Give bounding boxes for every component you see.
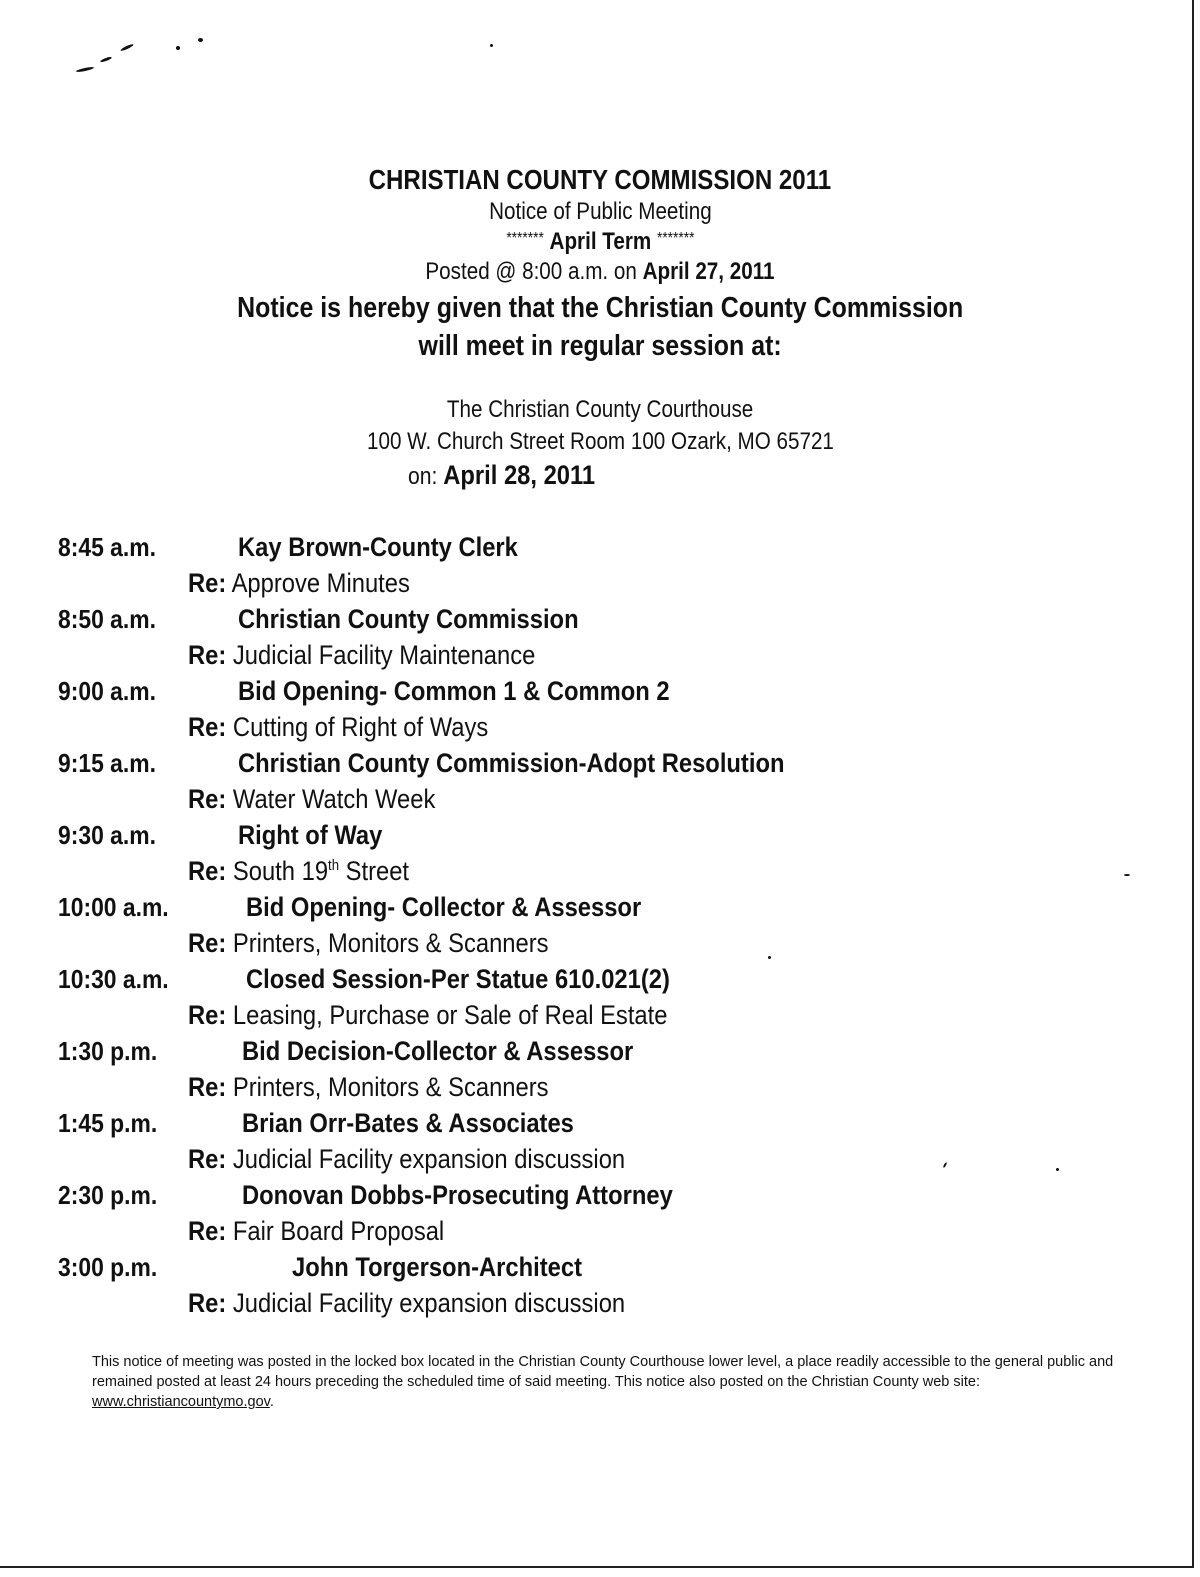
location-line-1: The Christian County Courthouse bbox=[446, 396, 754, 423]
agenda-item bbox=[0, 676, 1200, 748]
agenda-re: Re: Judicial Facility Maintenance bbox=[188, 640, 536, 670]
scan-speck bbox=[176, 46, 180, 50]
agenda-re: Re: Judicial Facility expansion discussion bbox=[188, 1144, 626, 1174]
posting-notice-end: . bbox=[269, 1394, 274, 1410]
agenda-time: 9:15 a.m. bbox=[58, 748, 156, 778]
agenda-speaker: Bid Opening- Collector & Assessor bbox=[246, 892, 642, 922]
agenda-time: 3:00 p.m. bbox=[58, 1252, 158, 1282]
posted-line bbox=[0, 258, 1200, 286]
agenda-time: 10:00 a.m. bbox=[58, 892, 169, 922]
stars-right: ******* bbox=[656, 230, 695, 247]
agenda-speaker: Bid Opening- Common 1 & Common 2 bbox=[238, 676, 670, 706]
location-line-2: 100 W. Church Street Room 100 Ozark, MO 65721 bbox=[366, 428, 834, 455]
agenda-speaker: Donovan Dobbs-Prosecuting Attorney bbox=[242, 1180, 673, 1210]
agenda-list bbox=[0, 532, 1200, 1324]
scan-speck bbox=[100, 56, 112, 63]
agenda-item bbox=[0, 1252, 1200, 1324]
agenda-item bbox=[0, 820, 1200, 892]
agenda-speaker: Brian Orr-Bates & Associates bbox=[242, 1108, 574, 1138]
scan-speck bbox=[120, 43, 134, 52]
agenda-time: 9:30 a.m. bbox=[58, 820, 156, 850]
agenda-item bbox=[0, 1036, 1200, 1108]
agenda-speaker: John Torgerson-Architect bbox=[292, 1252, 582, 1282]
agenda-re: Re: Printers, Monitors & Scanners bbox=[188, 1072, 549, 1102]
agenda-time: 1:30 p.m. bbox=[58, 1036, 158, 1066]
agenda-time: 10:30 a.m. bbox=[58, 964, 169, 994]
agenda-item bbox=[0, 964, 1200, 1036]
on-label: on: bbox=[408, 463, 438, 490]
meeting-date-line bbox=[408, 460, 621, 491]
agenda-speaker: Kay Brown-County Clerk bbox=[238, 532, 518, 562]
agenda-speaker: Closed Session-Per Statue 610.021(2) bbox=[246, 964, 670, 994]
agenda-re: Re: Approve Minutes bbox=[188, 568, 410, 598]
agenda-time: 8:50 a.m. bbox=[58, 604, 156, 634]
document-title: CHRISTIAN COUNTY COMMISSION 2011 bbox=[368, 164, 832, 195]
agenda-speaker: Christian County Commission bbox=[238, 604, 579, 634]
agenda-item bbox=[0, 604, 1200, 676]
agenda-item bbox=[0, 1180, 1200, 1252]
agenda-time: 1:45 p.m. bbox=[58, 1108, 158, 1138]
notice-line-1: Notice is hereby given that the Christian County Commission bbox=[236, 292, 964, 324]
agenda-item bbox=[0, 1108, 1200, 1180]
notice-line-2: will meet in regular session at: bbox=[418, 330, 782, 362]
agenda-item bbox=[0, 532, 1200, 604]
posted-prefix: Posted @ 8:00 a.m. on bbox=[425, 258, 637, 285]
posting-notice-text: This notice of meeting was posted in the locked box located in the Christian County Courthouse lower level, a place readily accessible to the general public and remained posted at least 24 hours preceding the scheduled time of said meeting. This notice also posted on the Christian County web site: bbox=[92, 1354, 1114, 1390]
agenda-speaker: Christian County Commission-Adopt Resolution bbox=[238, 748, 785, 778]
agenda-re: Re: Cutting of Right of Ways bbox=[188, 712, 489, 742]
agenda-item bbox=[0, 748, 1200, 820]
agenda-re: Re: Water Watch Week bbox=[188, 784, 436, 814]
agenda-re: Re: South 19th Street bbox=[188, 856, 410, 886]
posting-notice bbox=[92, 1352, 1152, 1412]
agenda-speaker: Right of Way bbox=[238, 820, 383, 850]
scan-speck bbox=[198, 38, 203, 42]
agenda-re: Re: Judicial Facility expansion discussion bbox=[188, 1288, 626, 1318]
county-website-link[interactable]: www.christiancountymo.gov bbox=[92, 1394, 270, 1410]
agenda-re: Re: Fair Board Proposal bbox=[188, 1216, 445, 1246]
agenda-speaker: Bid Decision-Collector & Assessor bbox=[242, 1036, 634, 1066]
agenda-time: 9:00 a.m. bbox=[58, 676, 156, 706]
posted-date: April 27, 2011 bbox=[642, 258, 775, 285]
scan-speck bbox=[76, 66, 94, 73]
term-label: April Term bbox=[549, 228, 651, 255]
agenda-re: Re: Printers, Monitors & Scanners bbox=[188, 928, 549, 958]
agenda-time: 2:30 p.m. bbox=[58, 1180, 158, 1210]
term-line bbox=[0, 228, 1200, 256]
agenda-time: 8:45 a.m. bbox=[58, 532, 156, 562]
document-subtitle: Notice of Public Meeting bbox=[488, 198, 712, 225]
agenda-item bbox=[0, 892, 1200, 964]
agenda-re: Re: Leasing, Purchase or Sale of Real Estate bbox=[188, 1000, 668, 1030]
scan-speck bbox=[490, 44, 493, 47]
meeting-date: April 28, 2011 bbox=[443, 460, 596, 490]
stars-left: ******* bbox=[505, 230, 544, 247]
